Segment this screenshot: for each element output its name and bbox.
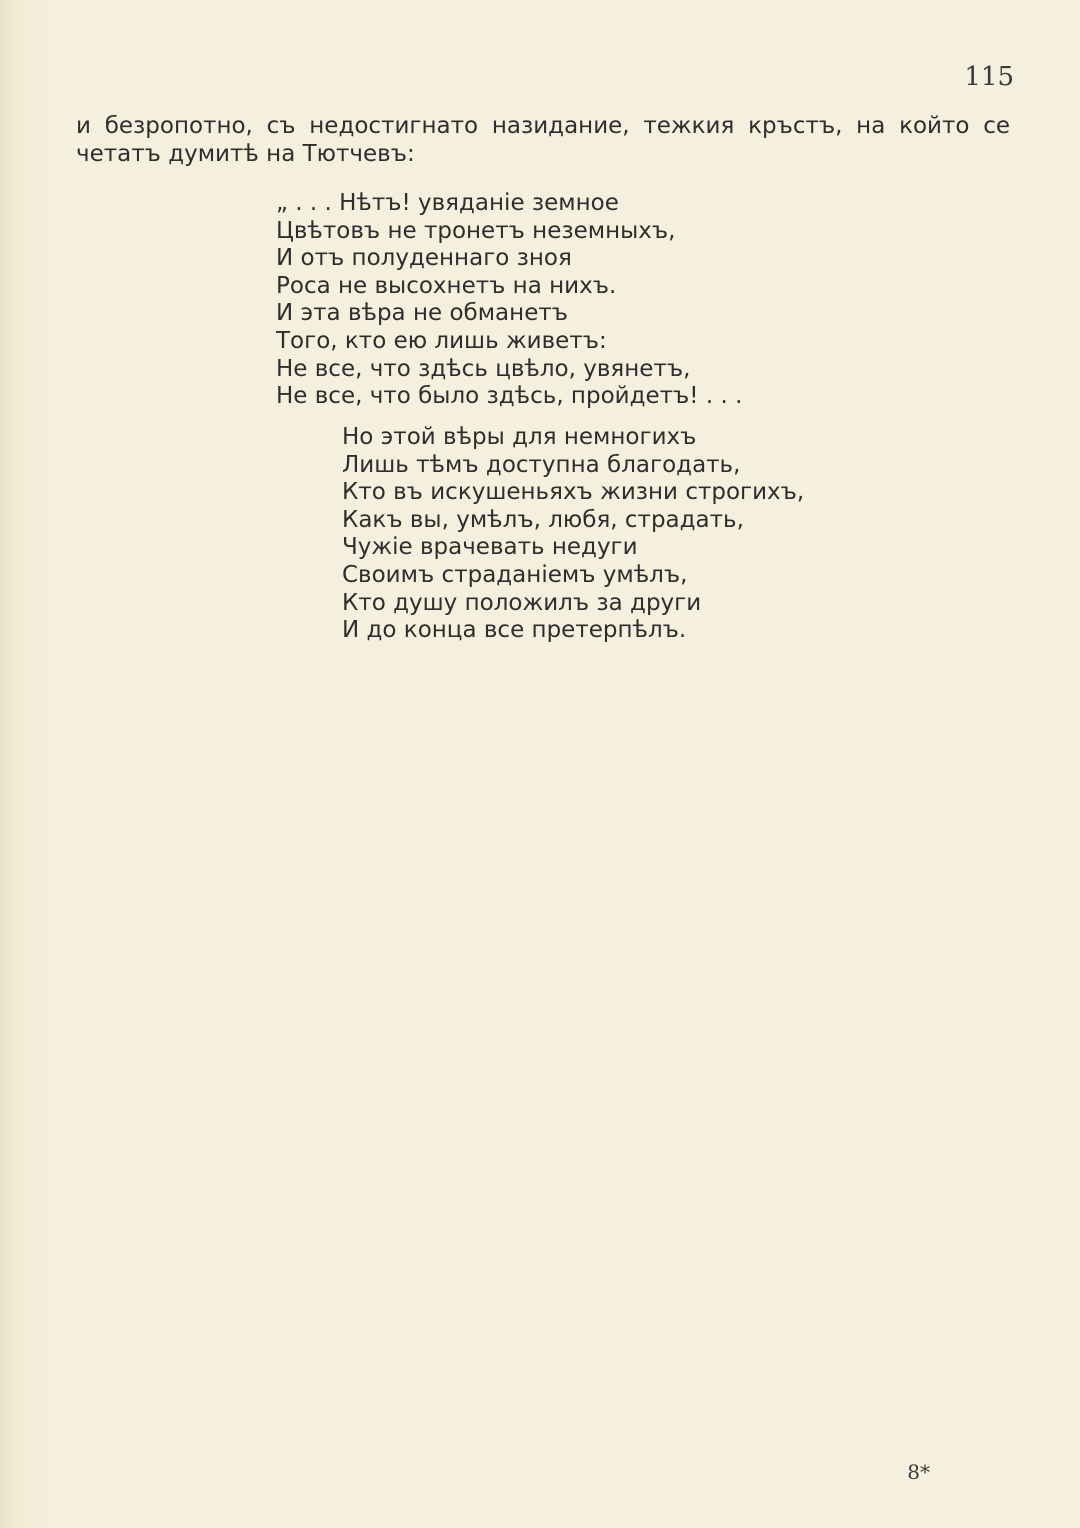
poem-line: Но этой вѣры для немногихъ — [342, 424, 697, 450]
poem-line: Своимъ страданіемъ умѣлъ, — [342, 561, 688, 588]
poem-line: Кто въ искушеньяхъ жизни строгихъ, — [342, 479, 805, 506]
intro-paragraph — [76, 112, 1010, 168]
poem-stanza-2 — [342, 424, 804, 645]
poem-line: И эта вѣра не обманетъ — [276, 300, 568, 327]
poem-stanza-1 — [276, 190, 742, 411]
poem-line: Лишь тѣмъ доступна благодать, — [342, 451, 741, 478]
poem-line: Не все, что здѣсь цвѣло, увянетъ, — [276, 355, 691, 382]
poem-line: Кто душу положилъ за други — [342, 589, 702, 616]
poem-line: И отъ полуденнаго зноя — [276, 245, 572, 272]
poem-line: Не все, что было здѣсь, пройдетъ! . . . — [276, 383, 743, 410]
page-number: 115 — [964, 62, 1014, 92]
intro-line: четатъ думитѣ на Тютчевъ: — [76, 141, 415, 167]
poem-line: Роса не высохнетъ на нихъ. — [276, 272, 617, 299]
intro-line: и безропотно, съ недостигнато назидание, тежкия кръстъ, на който се — [76, 113, 1010, 139]
poem-line: „ . . . Нѣтъ! увяданіе земное — [276, 190, 619, 216]
poem-line: Чужіе врачевать недуги — [342, 534, 638, 561]
poem-line: Цвѣтовъ не тронетъ неземныхъ, — [276, 217, 676, 244]
printer-signature-mark: 8* — [907, 1460, 930, 1484]
poem-line: Того, кто ею лишь живетъ: — [276, 327, 607, 354]
poem-line: Какъ вы, умѣлъ, любя, страдать, — [342, 506, 744, 533]
poem-line: И до конца все претерпѣлъ. — [342, 617, 687, 644]
